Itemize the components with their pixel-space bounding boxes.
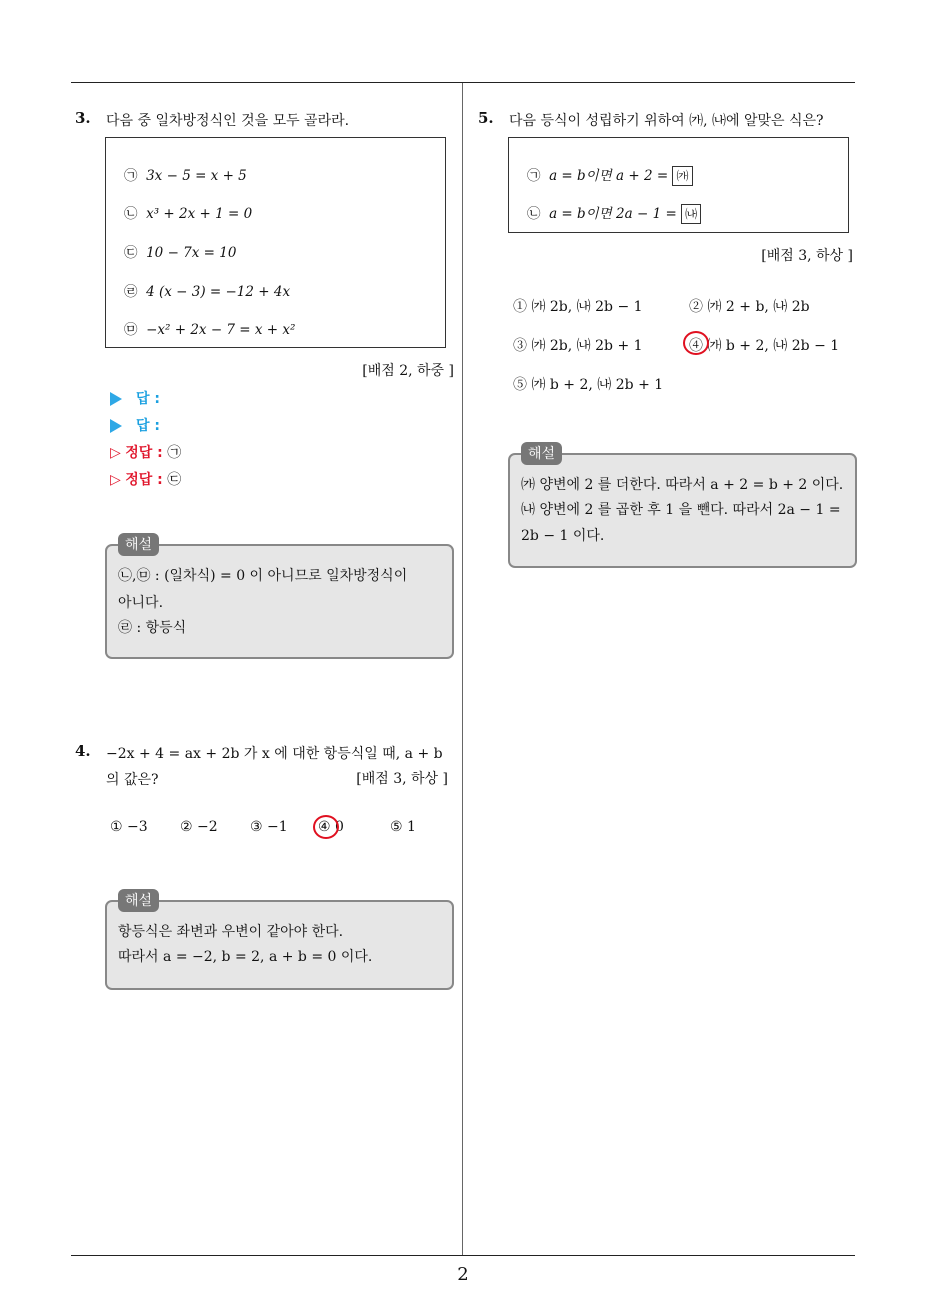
q5-choice-1[interactable]: ① ㈎ 2b, ㈏ 2b − 1 (513, 299, 643, 315)
q3-item-5: ㉤ −x² + 2x − 7 = x + x² (124, 322, 296, 338)
q4-choice-1[interactable]: ① −3 (110, 819, 148, 835)
q4-explanation-tag: 해설 (118, 889, 159, 912)
q3-explanation-tag: 해설 (118, 533, 159, 556)
q3-explanation-line-3: ㉣ : 항등식 (118, 620, 187, 636)
q3-items-box (105, 137, 446, 348)
q4-choice-2[interactable]: ② −2 (180, 819, 218, 835)
q3-correct-1: ▷ 정답 : ㉠ (110, 445, 182, 461)
correct-arrow-icon: ▷ (110, 472, 121, 488)
q4-number: 4. (75, 742, 91, 760)
q3-answer-line-1: 답 : (110, 388, 160, 408)
q4-choice-4[interactable]: ④ 0 (318, 819, 344, 835)
q3-answer-line-2: 답 : (110, 415, 160, 435)
q3-item-2: ㉡ x³ + 2x + 1 = 0 (124, 206, 253, 222)
q3-explanation-line-2: 아니다. (118, 595, 164, 611)
q4-choice-5[interactable]: ⑤ 1 (390, 819, 416, 835)
correct-arrow-icon: ▷ (110, 445, 121, 461)
q4-score: [배점 3, 하상 ] (356, 771, 448, 787)
q5-explanation-line-2: ㈏ 양변에 2 를 곱한 후 1 을 뺀다. 따라서 2a − 1 = (521, 502, 841, 518)
q4-explanation-line-1: 항등식은 좌변과 우변이 같아야 한다. (118, 924, 344, 940)
q3-question: 다음 중 일차방정식인 것을 모두 골라라. (106, 113, 350, 129)
q5-number: 5. (478, 109, 494, 127)
q3-number: 3. (75, 109, 91, 127)
q3-item-3: ㉢ 10 − 7x = 10 (124, 245, 237, 261)
q5-score: [배점 3, 하상 ] (761, 248, 853, 264)
q5-choice-4[interactable]: ④ ㈎ b + 2, ㈏ 2b − 1 (689, 338, 840, 354)
q4-selected-mark (313, 815, 339, 839)
q4-question-line-1: −2x + 4 = ax + 2b 가 x 에 대한 항등식일 때, a + b (106, 746, 443, 762)
q4-explanation-line-2: 따라서 a = −2, b = 2, a + b = 0 이다. (118, 949, 373, 965)
q3-correct-2: ▷ 정답 : ㉢ (110, 472, 182, 488)
top-rule (71, 82, 855, 83)
q5-selected-mark (683, 331, 709, 355)
q5-explanation-line-1: ㈎ 양변에 2 를 더한다. 따라서 a + 2 = b + 2 이다. (521, 477, 844, 493)
answer-arrow-icon (110, 392, 122, 406)
q3-score: [배점 2, 하중 ] (362, 363, 454, 379)
q5-items-box (508, 137, 849, 233)
q5-explanation-line-3: 2b − 1 이다. (521, 528, 605, 544)
q5-choice-2[interactable]: ② ㈎ 2 + b, ㈏ 2b (689, 299, 810, 315)
q5-item-2: ㉡ a = b이면 2a − 1 = ㈏ (527, 202, 701, 224)
q3-explanation-line-1: ㉡,㉤ : (일차식) = 0 이 아니므로 일차방정식이 (118, 568, 408, 584)
answer-arrow-icon (110, 419, 122, 433)
q3-item-4: ㉣ 4 (x − 3) = −12 + 4x (124, 284, 291, 300)
q3-item-1: ㉠ 3x − 5 = x + 5 (124, 168, 247, 184)
q5-choice-3[interactable]: ③ ㈎ 2b, ㈏ 2b + 1 (513, 338, 643, 354)
page-number: 2 (457, 1264, 469, 1285)
q5-item-1: ㉠ a = b이면 a + 2 = ㈎ (527, 164, 693, 186)
q4-choice-3[interactable]: ③ −1 (250, 819, 288, 835)
q5-explanation-tag: 해설 (521, 442, 562, 465)
bottom-rule (71, 1255, 855, 1256)
q4-question-line-2: 의 값은? (106, 772, 159, 788)
q5-choice-5[interactable]: ⑤ ㈎ b + 2, ㈏ 2b + 1 (513, 377, 664, 393)
column-divider (462, 83, 463, 1255)
q5-question: 다음 등식이 성립하기 위하여 ㈎, ㈏에 알맞은 식은? (509, 113, 824, 129)
